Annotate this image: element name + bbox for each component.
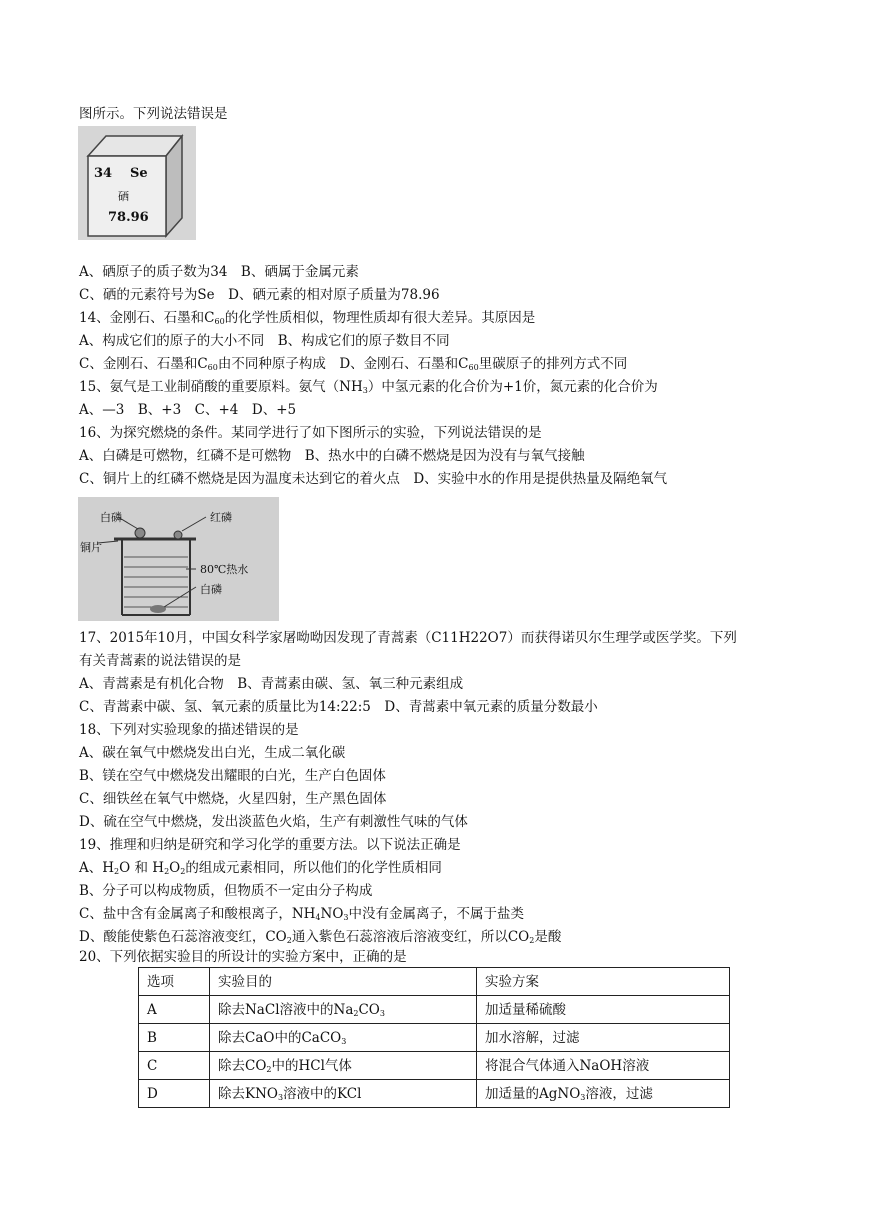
row-plan: 加水溶解，过滤 <box>477 1024 730 1052</box>
hot-water-label: 80℃热水 <box>200 563 249 576</box>
q19-option-d: D、酸能使紫色石蕊溶液变红，$CO_2$通入紫色石蕊溶液后溶液变红，所以$CO_2$是酸 <box>79 929 562 945</box>
atomic-number: 34 <box>94 166 113 181</box>
intro-text: 图所示。下列说法错误是 <box>79 106 228 122</box>
q14-line-2: C、金刚石、石墨和$C_{60}$由不同种原子构成 D、金刚石、石墨和$C_{60}$里碳原子的排列方式不同 <box>79 356 628 372</box>
selenium-element-image <box>78 126 196 240</box>
q18-option-d: D、硫在空气中燃烧，发出淡蓝色火焰，生产有刺激性气味的气体 <box>79 814 468 830</box>
row-goal: 除去NaCl溶液中的$Na_2CO_3$ <box>210 996 477 1024</box>
table-row <box>139 996 730 1024</box>
copper-sheet-label: 铜片 <box>80 541 102 554</box>
red-phosphorus-label: 红磷 <box>210 511 232 524</box>
q14-stem: 14、金刚石、石墨和$C_{60}$的化学性质相似，物理性质却有很大差异。其原因是 <box>79 310 536 326</box>
q17-line-1: A、青蒿素是有机化合物 B、青蒿素由碳、氢、氧三种元素组成 <box>79 676 464 692</box>
q17-stem-2: 有关青蒿素的说法错误的是 <box>79 653 241 669</box>
table-row <box>139 1024 730 1052</box>
header-plan: 实验方案 <box>477 968 730 996</box>
q15-options: A、—3 B、+3 C、+4 D、+5 <box>79 402 297 418</box>
row-goal: 除去$CO_2$中的HCl气体 <box>210 1052 477 1080</box>
white-phosphorus-water-label: 白磷 <box>200 583 222 596</box>
q19-option-b: B、分子可以构成物质，但物质不一定由分子构成 <box>79 883 373 899</box>
row-option: B <box>139 1024 210 1052</box>
q17-stem-1: 17、2015年10月，中国女科学家屠呦呦因发现了青蒿素（C11H22O7）而获得诺贝尔生理学或医学奖。下列 <box>79 630 737 646</box>
row-plan: 将混合气体通入NaOH溶液 <box>477 1052 730 1080</box>
q14-line-1: A、构成它们的原子的大小不同 B、构成它们的原子数目不同 <box>79 333 450 349</box>
white-phosphorus-label: 白磷 <box>100 511 122 524</box>
q19-option-c: C、盐中含有金属离子和酸根离子，$NH_4NO_3$中没有金属离子，不属于盐类 <box>79 906 524 922</box>
q15-stem: 15、氨气是工业制硝酸的重要原料。氨气$(NH_3)$中氢元素的化合价为+1价，氮元素的化合价为 <box>79 379 658 395</box>
q19-stem: 19、推理和归纳是研究和学习化学的重要方法。以下说法正确是 <box>79 837 461 853</box>
q20-stem: 20、下列依据实验目的所设计的实验方案中，正确的是 <box>79 949 407 965</box>
q16-line-2: C、铜片上的红磷不燃烧是因为温度未达到它的着火点 D、实验中水的作用是提供热量及隔绝氧气 <box>79 471 668 487</box>
q18-option-a: A、碳在氧气中燃烧发出白光，生成二氧化碳 <box>79 745 346 761</box>
table-row <box>139 1080 730 1108</box>
q13-line-2: C、硒的元素符号为Se D、硒元素的相对原子质量为78.96 <box>79 287 440 303</box>
header-goal: 实验目的 <box>210 968 477 996</box>
q20-table <box>138 967 730 1108</box>
row-option: D <box>139 1080 210 1108</box>
table-row <box>139 1052 730 1080</box>
q18-stem: 18、下列对实验现象的描述错误的是 <box>79 722 299 738</box>
row-goal: 除去$KNO_3$溶液中的KCl <box>210 1080 477 1108</box>
element-symbol: Se <box>130 166 148 181</box>
element-name: 硒 <box>118 190 129 203</box>
table-header-row <box>139 968 730 996</box>
q19-option-a: A、$H_2O$ 和 $H_2O_2$的组成元素相同，所以他们的化学性质相同 <box>79 860 442 876</box>
row-plan: 加适量的AgNO$_3$溶液，过滤 <box>477 1080 730 1108</box>
q17-line-2: C、青蒿素中碳、氢、氧元素的质量比为14:22:5 D、青蒿素中氧元素的质量分数最小 <box>79 699 598 715</box>
row-option: A <box>139 996 210 1024</box>
q18-option-c: C、细铁丝在氧气中燃烧，火星四射，生产黑色固体 <box>79 791 387 807</box>
row-goal: 除去CaO中的CaCO$_3$ <box>210 1024 477 1052</box>
q16-line-1: A、白磷是可燃物，红磷不是可燃物 B、热水中的白磷不燃烧是因为没有与氧气接触 <box>79 448 585 464</box>
row-option: C <box>139 1052 210 1080</box>
combustion-experiment-image <box>78 497 279 621</box>
q13-line-1: A、硒原子的质子数为34 B、硒属于金属元素 <box>79 264 359 280</box>
q16-stem: 16、为探究燃烧的条件。某同学进行了如下图所示的实验，下列说法错误的是 <box>79 425 542 441</box>
row-plan: 加适量稀硫酸 <box>477 996 730 1024</box>
header-option: 选项 <box>139 968 210 996</box>
q18-option-b: B、镁在空气中燃烧发出耀眼的白光，生产白色固体 <box>79 768 386 784</box>
atomic-mass: 78.96 <box>108 210 149 225</box>
